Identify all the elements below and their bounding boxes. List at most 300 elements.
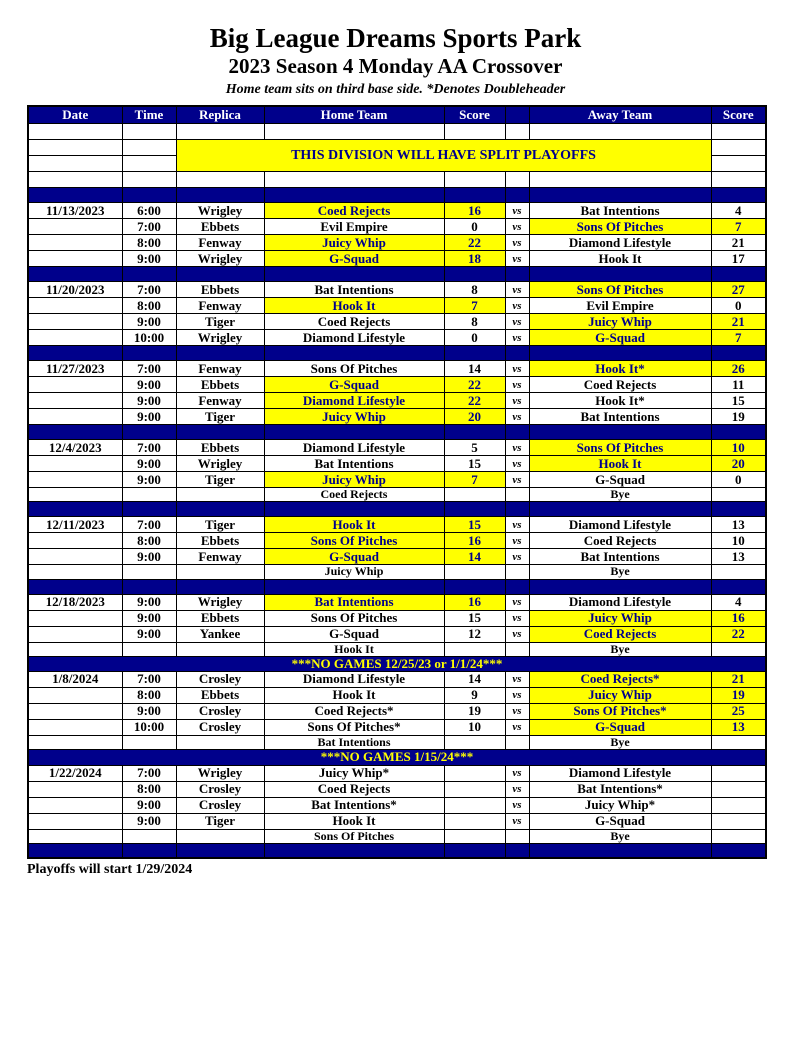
home-team-cell: Evil Empire xyxy=(264,219,444,235)
home-team-cell: Bat Intentions xyxy=(264,594,444,610)
game-row xyxy=(28,472,766,488)
time-cell: 9:00 xyxy=(122,626,176,642)
date-cell xyxy=(28,235,122,251)
game-row xyxy=(28,704,766,720)
time-cell: 8:00 xyxy=(122,533,176,549)
bye-row xyxy=(28,642,766,656)
away-score-cell: 4 xyxy=(711,594,766,610)
replica-cell: Ebbets xyxy=(176,219,264,235)
replica-cell: Wrigley xyxy=(176,456,264,472)
away-team-cell: G-Squad xyxy=(529,813,711,829)
date-cell xyxy=(28,124,122,140)
vs-cell xyxy=(505,565,529,579)
away-score-cell xyxy=(711,188,766,203)
away-team-cell: Sons Of Pitches xyxy=(529,440,711,456)
away-score-cell: 17 xyxy=(711,251,766,267)
home-score-cell: 16 xyxy=(444,594,505,610)
game-row xyxy=(28,765,766,781)
date-cell xyxy=(28,472,122,488)
game-row xyxy=(28,298,766,314)
time-cell: 9:00 xyxy=(122,409,176,425)
home-team-cell: Coed Rejects xyxy=(264,203,444,219)
away-team-cell: Juicy Whip xyxy=(529,688,711,704)
home-team-cell: Coed Rejects xyxy=(264,781,444,797)
date-cell: 11/20/2023 xyxy=(28,282,122,298)
game-row xyxy=(28,610,766,626)
away-team-cell: Bye xyxy=(529,829,711,843)
time-cell: 8:00 xyxy=(122,298,176,314)
replica-cell: Fenway xyxy=(176,361,264,377)
time-cell xyxy=(122,843,176,858)
away-score-cell xyxy=(711,765,766,781)
separator-row xyxy=(28,425,766,440)
time-cell xyxy=(122,829,176,843)
bye-row xyxy=(28,736,766,750)
replica-cell: Tiger xyxy=(176,472,264,488)
time-cell: 10:00 xyxy=(122,720,176,736)
replica-cell xyxy=(176,565,264,579)
replica-cell xyxy=(176,124,264,140)
vs-label: vs xyxy=(505,472,529,488)
home-score-cell xyxy=(444,565,505,579)
vs-cell xyxy=(505,124,529,140)
home-score-cell xyxy=(444,642,505,656)
home-score-cell: 15 xyxy=(444,610,505,626)
home-score-cell xyxy=(444,124,505,140)
away-score-cell: 25 xyxy=(711,704,766,720)
home-team-cell xyxy=(264,425,444,440)
away-team-cell xyxy=(529,346,711,361)
time-cell: 9:00 xyxy=(122,377,176,393)
home-team-cell: Bat Intentions* xyxy=(264,797,444,813)
time-cell: 7:00 xyxy=(122,440,176,456)
home-team-cell: Coed Rejects* xyxy=(264,704,444,720)
away-score-cell: 21 xyxy=(711,314,766,330)
time-cell xyxy=(122,565,176,579)
home-score-cell xyxy=(444,843,505,858)
date-cell xyxy=(28,456,122,472)
replica-cell: Ebbets xyxy=(176,440,264,456)
away-team-cell: Bat Intentions* xyxy=(529,781,711,797)
vs-label: vs xyxy=(505,610,529,626)
home-score-cell: 8 xyxy=(444,282,505,298)
home-score-cell: 9 xyxy=(444,688,505,704)
vs-label: vs xyxy=(505,409,529,425)
away-team-cell: G-Squad xyxy=(529,472,711,488)
away-score-cell xyxy=(711,156,766,172)
replica-cell: Tiger xyxy=(176,813,264,829)
vs-cell xyxy=(505,736,529,750)
date-cell xyxy=(28,502,122,517)
time-cell: 7:00 xyxy=(122,517,176,533)
home-score-cell: 22 xyxy=(444,393,505,409)
away-team-cell: Bye xyxy=(529,642,711,656)
time-cell: 9:00 xyxy=(122,813,176,829)
date-cell xyxy=(28,251,122,267)
home-score-cell: 22 xyxy=(444,235,505,251)
time-cell: 10:00 xyxy=(122,330,176,346)
vs-label: vs xyxy=(505,219,529,235)
time-cell: 9:00 xyxy=(122,797,176,813)
game-row xyxy=(28,781,766,797)
separator-row xyxy=(28,346,766,361)
col-header-away-team: Away Team xyxy=(529,106,711,124)
away-score-cell xyxy=(711,124,766,140)
no-games-notice: ***NO GAMES 12/25/23 or 1/1/24*** xyxy=(28,656,766,671)
replica-cell xyxy=(176,188,264,203)
time-cell xyxy=(122,156,176,172)
home-team-cell: G-Squad xyxy=(264,251,444,267)
home-score-cell: 0 xyxy=(444,219,505,235)
away-team-cell: Coed Rejects xyxy=(529,377,711,393)
vs-cell xyxy=(505,579,529,594)
date-cell xyxy=(28,346,122,361)
date-cell xyxy=(28,626,122,642)
home-team-cell xyxy=(264,188,444,203)
replica-cell xyxy=(176,488,264,502)
home-score-cell xyxy=(444,579,505,594)
date-cell xyxy=(28,298,122,314)
time-cell: 9:00 xyxy=(122,393,176,409)
date-cell: 1/22/2024 xyxy=(28,765,122,781)
no-games-notice: ***NO GAMES 1/15/24*** xyxy=(28,750,766,765)
home-team-cell: Bat Intentions xyxy=(264,282,444,298)
home-score-cell: 20 xyxy=(444,409,505,425)
away-score-cell: 10 xyxy=(711,440,766,456)
home-team-cell: G-Squad xyxy=(264,549,444,565)
separator-row xyxy=(28,267,766,282)
time-cell: 8:00 xyxy=(122,235,176,251)
date-cell xyxy=(28,549,122,565)
home-team-cell: Diamond Lifestyle xyxy=(264,330,444,346)
home-score-cell xyxy=(444,736,505,750)
game-row xyxy=(28,393,766,409)
away-score-cell: 13 xyxy=(711,720,766,736)
time-cell xyxy=(122,172,176,188)
away-team-cell: Juicy Whip xyxy=(529,314,711,330)
vs-label: vs xyxy=(505,314,529,330)
away-score-cell: 19 xyxy=(711,688,766,704)
replica-cell xyxy=(176,579,264,594)
vs-cell xyxy=(505,642,529,656)
replica-cell: Fenway xyxy=(176,235,264,251)
date-cell xyxy=(28,565,122,579)
replica-cell: Fenway xyxy=(176,549,264,565)
no-games-notice-row xyxy=(28,750,766,765)
away-team-cell: Bye xyxy=(529,488,711,502)
home-team-cell: Juicy Whip xyxy=(264,235,444,251)
away-score-cell: 13 xyxy=(711,517,766,533)
vs-label: vs xyxy=(505,704,529,720)
separator-row xyxy=(28,502,766,517)
home-score-cell: 15 xyxy=(444,456,505,472)
away-team-cell xyxy=(529,188,711,203)
away-score-cell: 27 xyxy=(711,282,766,298)
away-team-cell: Hook It xyxy=(529,456,711,472)
vs-label: vs xyxy=(505,235,529,251)
replica-cell xyxy=(176,642,264,656)
away-score-cell xyxy=(711,642,766,656)
home-score-cell xyxy=(444,172,505,188)
replica-cell xyxy=(176,267,264,282)
page-header xyxy=(0,24,791,99)
vs-label: vs xyxy=(505,594,529,610)
away-team-cell: Coed Rejects* xyxy=(529,672,711,688)
away-team-cell: Bat Intentions xyxy=(529,203,711,219)
time-cell: 9:00 xyxy=(122,251,176,267)
game-row xyxy=(28,330,766,346)
home-score-cell: 14 xyxy=(444,672,505,688)
vs-label: vs xyxy=(505,517,529,533)
date-cell: 12/4/2023 xyxy=(28,440,122,456)
away-team-cell: Bat Intentions xyxy=(529,549,711,565)
replica-cell: Fenway xyxy=(176,393,264,409)
home-team-cell: Diamond Lifestyle xyxy=(264,393,444,409)
replica-cell xyxy=(176,172,264,188)
home-team-cell: Diamond Lifestyle xyxy=(264,672,444,688)
away-score-cell xyxy=(711,797,766,813)
home-score-cell: 8 xyxy=(444,314,505,330)
home-team-cell: Coed Rejects xyxy=(264,488,444,502)
home-team-cell xyxy=(264,267,444,282)
away-team-cell: Sons Of Pitches xyxy=(529,219,711,235)
away-team-cell: Diamond Lifestyle xyxy=(529,765,711,781)
away-team-cell xyxy=(529,172,711,188)
game-row xyxy=(28,219,766,235)
replica-cell xyxy=(176,346,264,361)
home-score-cell: 14 xyxy=(444,549,505,565)
date-cell xyxy=(28,267,122,282)
away-score-cell xyxy=(711,140,766,156)
vs-label: vs xyxy=(505,361,529,377)
date-cell xyxy=(28,488,122,502)
away-team-cell xyxy=(529,124,711,140)
replica-cell xyxy=(176,425,264,440)
time-cell: 9:00 xyxy=(122,594,176,610)
time-cell xyxy=(122,267,176,282)
home-team-cell: Hook It xyxy=(264,298,444,314)
game-row xyxy=(28,813,766,829)
date-cell xyxy=(28,688,122,704)
time-cell: 8:00 xyxy=(122,688,176,704)
away-score-cell: 16 xyxy=(711,610,766,626)
vs-label: vs xyxy=(505,456,529,472)
game-row xyxy=(28,456,766,472)
vs-label: vs xyxy=(505,533,529,549)
away-score-cell: 4 xyxy=(711,203,766,219)
replica-cell: Yankee xyxy=(176,626,264,642)
game-row xyxy=(28,594,766,610)
away-score-cell: 20 xyxy=(711,456,766,472)
date-cell xyxy=(28,642,122,656)
vs-label: vs xyxy=(505,251,529,267)
game-row xyxy=(28,688,766,704)
home-score-cell: 12 xyxy=(444,626,505,642)
home-score-cell: 5 xyxy=(444,440,505,456)
away-team-cell: Bye xyxy=(529,736,711,750)
away-team-cell: Hook It* xyxy=(529,361,711,377)
home-team-cell: Coed Rejects xyxy=(264,314,444,330)
away-team-cell xyxy=(529,843,711,858)
vs-label: vs xyxy=(505,282,529,298)
separator-row xyxy=(28,843,766,858)
away-team-cell: Hook It* xyxy=(529,393,711,409)
home-score-cell xyxy=(444,829,505,843)
home-team-cell xyxy=(264,579,444,594)
replica-cell: Wrigley xyxy=(176,251,264,267)
home-score-cell xyxy=(444,188,505,203)
away-team-cell: G-Squad xyxy=(529,330,711,346)
vs-cell xyxy=(505,346,529,361)
split-playoffs-banner: THIS DIVISION WILL HAVE SPLIT PLAYOFFS xyxy=(176,140,711,172)
time-cell: 9:00 xyxy=(122,314,176,330)
game-row xyxy=(28,314,766,330)
away-team-cell: Coed Rejects xyxy=(529,533,711,549)
replica-cell xyxy=(176,843,264,858)
away-team-cell: Bye xyxy=(529,565,711,579)
time-cell xyxy=(122,502,176,517)
home-team-cell: Juicy Whip xyxy=(264,472,444,488)
home-score-cell xyxy=(444,267,505,282)
home-team-cell: Sons Of Pitches* xyxy=(264,720,444,736)
replica-cell: Crosley xyxy=(176,781,264,797)
away-score-cell xyxy=(711,267,766,282)
home-score-cell: 14 xyxy=(444,361,505,377)
away-score-cell xyxy=(711,565,766,579)
home-score-cell xyxy=(444,765,505,781)
vs-label: vs xyxy=(505,672,529,688)
date-cell xyxy=(28,393,122,409)
game-row xyxy=(28,797,766,813)
schedule-body xyxy=(28,124,766,859)
vs-label: vs xyxy=(505,765,529,781)
replica-cell: Ebbets xyxy=(176,533,264,549)
vs-label: vs xyxy=(505,549,529,565)
replica-cell xyxy=(176,829,264,843)
date-cell xyxy=(28,425,122,440)
away-score-cell: 7 xyxy=(711,330,766,346)
time-cell: 9:00 xyxy=(122,704,176,720)
away-score-cell: 19 xyxy=(711,409,766,425)
game-row xyxy=(28,361,766,377)
replica-cell: Tiger xyxy=(176,409,264,425)
away-team-cell: Evil Empire xyxy=(529,298,711,314)
date-cell: 11/13/2023 xyxy=(28,203,122,219)
date-cell xyxy=(28,188,122,203)
home-team-cell xyxy=(264,502,444,517)
home-score-cell xyxy=(444,425,505,440)
home-team-cell: Juicy Whip xyxy=(264,409,444,425)
home-score-cell: 7 xyxy=(444,298,505,314)
date-cell xyxy=(28,843,122,858)
home-score-cell: 15 xyxy=(444,517,505,533)
game-row xyxy=(28,517,766,533)
vs-label: vs xyxy=(505,330,529,346)
time-cell: 9:00 xyxy=(122,472,176,488)
date-cell: 1/8/2024 xyxy=(28,672,122,688)
away-score-cell xyxy=(711,781,766,797)
vs-label: vs xyxy=(505,440,529,456)
away-team-cell: Diamond Lifestyle xyxy=(529,594,711,610)
date-cell xyxy=(28,781,122,797)
time-cell xyxy=(122,140,176,156)
time-cell xyxy=(122,346,176,361)
time-cell: 9:00 xyxy=(122,456,176,472)
time-cell xyxy=(122,425,176,440)
date-cell xyxy=(28,533,122,549)
game-row xyxy=(28,533,766,549)
away-team-cell: Hook It xyxy=(529,251,711,267)
away-team-cell: Sons Of Pitches xyxy=(529,282,711,298)
vs-cell xyxy=(505,172,529,188)
col-header-home-score: Score xyxy=(444,106,505,124)
home-score-cell xyxy=(444,346,505,361)
replica-cell xyxy=(176,502,264,517)
home-team-cell xyxy=(264,843,444,858)
col-header-vs xyxy=(505,106,529,124)
home-score-cell xyxy=(444,502,505,517)
time-cell: 7:00 xyxy=(122,361,176,377)
date-cell xyxy=(28,829,122,843)
home-score-cell: 10 xyxy=(444,720,505,736)
away-score-cell xyxy=(711,579,766,594)
date-cell: 12/18/2023 xyxy=(28,594,122,610)
game-row xyxy=(28,235,766,251)
replica-cell: Tiger xyxy=(176,314,264,330)
game-row xyxy=(28,549,766,565)
replica-cell: Crosley xyxy=(176,720,264,736)
vs-label: vs xyxy=(505,797,529,813)
playoffs-footer: Playoffs will start 1/29/2024 xyxy=(27,862,193,878)
bye-row xyxy=(28,829,766,843)
away-score-cell: 10 xyxy=(711,533,766,549)
col-header-time: Time xyxy=(122,106,176,124)
time-cell xyxy=(122,188,176,203)
vs-label: vs xyxy=(505,377,529,393)
vs-cell xyxy=(505,843,529,858)
home-team-cell xyxy=(264,124,444,140)
vs-label: vs xyxy=(505,298,529,314)
game-row xyxy=(28,203,766,219)
away-score-cell xyxy=(711,736,766,750)
date-cell xyxy=(28,704,122,720)
away-score-cell: 21 xyxy=(711,235,766,251)
date-cell xyxy=(28,219,122,235)
date-cell: 12/11/2023 xyxy=(28,517,122,533)
away-score-cell: 11 xyxy=(711,377,766,393)
away-score-cell xyxy=(711,502,766,517)
home-score-cell xyxy=(444,781,505,797)
home-team-cell: Juicy Whip xyxy=(264,565,444,579)
away-team-cell xyxy=(529,425,711,440)
replica-cell: Ebbets xyxy=(176,688,264,704)
banner-row xyxy=(28,140,766,156)
vs-label: vs xyxy=(505,813,529,829)
home-team-cell xyxy=(264,172,444,188)
home-score-cell xyxy=(444,813,505,829)
away-score-cell: 26 xyxy=(711,361,766,377)
date-cell xyxy=(28,172,122,188)
replica-cell: Ebbets xyxy=(176,282,264,298)
empty-row xyxy=(28,124,766,140)
date-cell xyxy=(28,720,122,736)
home-score-cell xyxy=(444,797,505,813)
home-score-cell: 19 xyxy=(444,704,505,720)
game-row xyxy=(28,409,766,425)
col-header-home-team: Home Team xyxy=(264,106,444,124)
away-team-cell: Juicy Whip xyxy=(529,610,711,626)
away-score-cell: 0 xyxy=(711,298,766,314)
